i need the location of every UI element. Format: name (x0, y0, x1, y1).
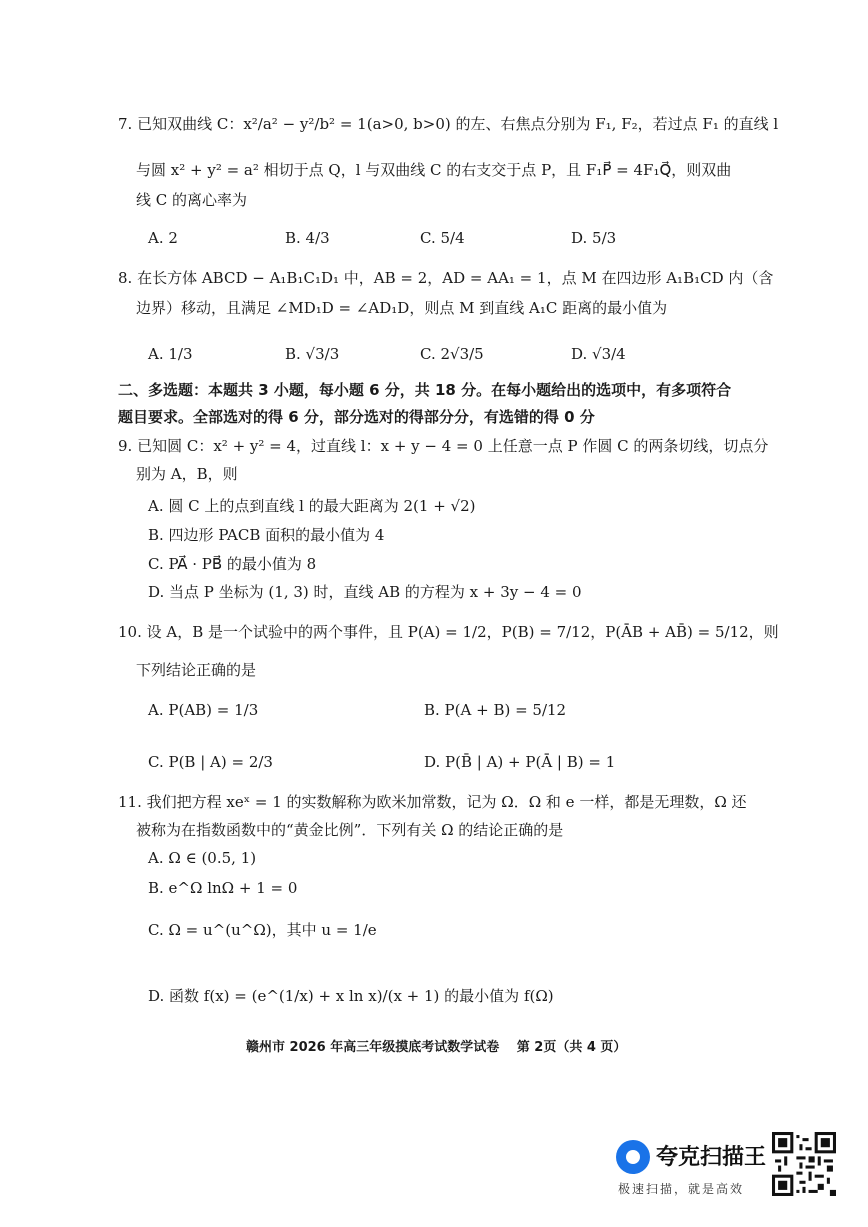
q7-option-a: A. 2 (148, 229, 178, 247)
page-footer: 赣州市 2026 年高三年级摸底考试数学试卷 第 2页（共 4 页） (246, 1040, 627, 1055)
q9-option-b: B. 四边形 PACB 面积的最小值为 4 (148, 526, 385, 544)
q11-option-c: C. Ω = u^(u^Ω)，其中 u = 1/e (148, 921, 377, 939)
section2-heading-line2: 题目要求。全部选对的得 6 分，部分选对的得部分分，有选错的得 0 分 (118, 408, 595, 426)
section2-heading-line1: 二、多选题：本题共 3 小题，每小题 6 分，共 18 分。在每小题给出的选项中，有多项符合 (118, 381, 732, 399)
q8-option-d: D. √3/4 (571, 345, 626, 363)
q8-option-b: B. √3/3 (285, 345, 340, 363)
q10-option-b: B. P(A + B) = 5/12 (424, 701, 567, 719)
q10-option-a: A. P(AB) = 1/3 (148, 701, 259, 719)
q8-option-c: C. 2√3/5 (420, 345, 484, 363)
q10-option-d: D. P(B̄ | A) + P(Ā | B) = 1 (424, 753, 616, 771)
q7-option-c: C. 5/4 (420, 229, 465, 247)
q9-option-d: D. 当点 P 坐标为 (1, 3) 时，直线 AB 的方程为 x + 3y − 4 = 0 (148, 583, 582, 601)
q11-line2: 被称为在指数函数中的“黄金比例”．下列有关 Ω 的结论正确的是 (136, 821, 564, 839)
q11-option-a: A. Ω ∈ (0.5, 1) (148, 849, 257, 867)
q11-option-b: B. e^Ω lnΩ + 1 = 0 (148, 879, 298, 897)
quark-logo-icon (616, 1140, 650, 1174)
q9-line1: 9. 已知圆 C：x² + y² = 4，过直线 l：x + y − 4 = 0 上任意一点 P 作圆 C 的两条切线，切点分 (118, 437, 769, 455)
q7-line1: 7. 已知双曲线 C：x²/a² − y²/b² = 1(a>0, b>0) 的左、右焦点分别为 F₁, F₂，若过点 F₁ 的直线 l (118, 115, 779, 133)
q11-option-d: D. 函数 f(x) = (e^(1/x) + x ln x)/(x + 1) 的最小值为 f(Ω) (148, 987, 554, 1005)
q8-option-a: A. 1/3 (148, 345, 193, 363)
brand-tagline: 极速扫描，就是高效 (618, 1182, 745, 1196)
q7-option-d: D. 5/3 (571, 229, 617, 247)
qr-code-icon (772, 1132, 836, 1196)
q10-option-c: C. P(B | A) = 2/3 (148, 753, 273, 771)
q10-line1: 10. 设 A，B 是一个试验中的两个事件，且 P(A) = 1/2，P(B) = 7/12，P(ĀB + AB̄) = 5/12，则 (118, 623, 779, 641)
q7-option-b: B. 4/3 (285, 229, 330, 247)
brand-name: 夸克扫描王 (656, 1145, 767, 1170)
q10-line2: 下列结论正确的是 (136, 661, 257, 679)
q9-option-c: C. PA⃗ · PB⃗ 的最小值为 8 (148, 555, 317, 573)
q8-line1: 8. 在长方体 ABCD − A₁B₁C₁D₁ 中，AB = 2，AD = AA₁ = 1，点 M 在四边形 A₁B₁CD 内（含 (118, 269, 774, 287)
q9-option-a: A. 圆 C 上的点到直线 l 的最大距离为 2(1 + √2) (148, 497, 476, 515)
q9-line2: 别为 A，B，则 (136, 465, 238, 483)
q11-line1: 11. 我们把方程 xeˣ = 1 的实数解称为欧米加常数，记为 Ω．Ω 和 e 一样，都是无理数，Ω 还 (118, 793, 747, 811)
q7-line2: 与圆 x² + y² = a² 相切于点 Q，l 与双曲线 C 的右支交于点 P，且 F₁P⃗ = 4F₁Q⃗，则双曲 (136, 161, 732, 179)
q7-line3: 线 C 的离心率为 (136, 191, 248, 209)
q8-line2: 边界）移动，且满足 ∠MD₁D = ∠AD₁D，则点 M 到直线 A₁C 距离的最小值为 (136, 299, 668, 317)
scanner-watermark (612, 1132, 852, 1212)
